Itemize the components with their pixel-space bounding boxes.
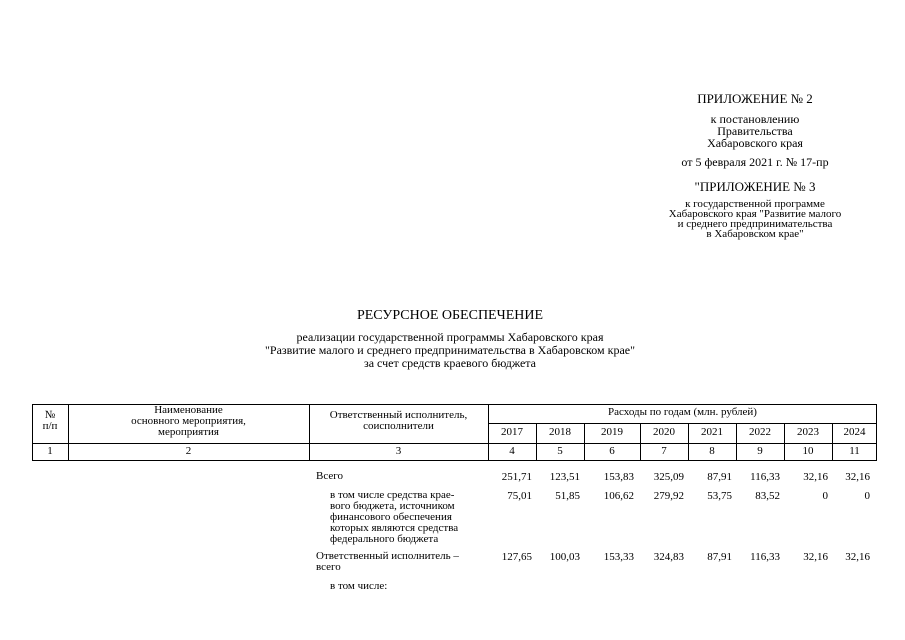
table-cell: 53,75: [707, 490, 732, 502]
table-cell: 123,51: [549, 471, 580, 483]
table-cell: 106,62: [603, 490, 634, 502]
table-cell: 0: [822, 490, 828, 502]
doc-title: РЕСУРСНОЕ ОБЕСПЕЧЕНИЕ: [356, 308, 544, 323]
col-number: 8: [709, 445, 715, 457]
table-cell: 32,16: [803, 471, 828, 483]
col-header-executor: Ответственный исполнитель, соисполнители: [329, 409, 468, 432]
appendix3-title: "ПРИЛОЖЕНИЕ № 3: [694, 179, 816, 194]
table-cell: 32,16: [803, 551, 828, 563]
col-header-name: Наименование основного мероприятия, мероприятия: [131, 404, 246, 438]
table-cell: 100,03: [549, 551, 580, 563]
row-label-total: Всего: [316, 470, 343, 482]
table-cell: 325,09: [653, 471, 684, 483]
resolution-date: от 5 февраля 2021 г. № 17-пр: [681, 155, 829, 169]
table-cell: 51,85: [555, 490, 580, 502]
col-number: 7: [661, 445, 667, 457]
year-header: 2021: [701, 426, 723, 438]
col-number: 11: [849, 445, 860, 457]
table-cell: 87,91: [707, 471, 732, 483]
col-number: 4: [509, 445, 515, 457]
year-header: 2018: [549, 426, 571, 438]
year-header: 2017: [501, 426, 523, 438]
resolution-line-2: Правительства: [717, 124, 793, 138]
row-label-executor: Ответственный исполнитель – всего: [316, 550, 459, 573]
doc-subtitle-2: "Развитие малого и среднего предпринимательства в Хабаровском крае": [265, 343, 635, 357]
row-label-including: в том числе:: [330, 580, 388, 592]
col-number: 3: [395, 445, 402, 457]
row-label-federal: в том числе средства крае- вого бюджета, источником финансового обеспечения которых являются средства федерального бюджета: [330, 489, 459, 545]
program-line-2: Хабаровского края "Развитие малого: [668, 208, 842, 220]
table-cell: 153,33: [603, 551, 634, 563]
table-cell: 116,33: [750, 471, 780, 483]
col-number: 2: [185, 445, 192, 457]
program-line-3: и среднего предпринимательства: [677, 218, 833, 230]
table-cell: 251,71: [501, 471, 532, 483]
table-cell: 116,33: [750, 551, 780, 563]
table-cell: 153,83: [603, 471, 634, 483]
table-cell: 83,52: [755, 490, 780, 502]
table-cell: 324,83: [653, 551, 684, 563]
col-number: 1: [47, 445, 53, 457]
table-cell: 0: [864, 490, 870, 502]
doc-subtitle-1: реализации государственной программы Хабаровского края: [296, 330, 604, 344]
table-cell: 87,91: [707, 551, 732, 563]
col-number: 9: [757, 445, 763, 457]
year-header: 2020: [653, 426, 675, 438]
table-cell: 32,16: [845, 471, 870, 483]
table-cell: 127,65: [501, 551, 532, 563]
table-cell: 75,01: [507, 490, 532, 502]
col-header-no: № п/п: [42, 409, 58, 432]
resolution-line-1: к постановлению: [710, 112, 800, 126]
col-number: 6: [609, 445, 615, 457]
year-header: 2024: [843, 426, 866, 438]
table-cell: 32,16: [845, 551, 870, 563]
year-header: 2019: [601, 426, 623, 438]
col-header-costs: Расходы по годам (млн. рублей): [608, 406, 757, 418]
resolution-line-3: Хабаровского края: [707, 136, 803, 150]
doc-subtitle-3: за счет средств краевого бюджета: [363, 356, 537, 370]
appendix-title: ПРИЛОЖЕНИЕ № 2: [697, 91, 813, 106]
col-number: 10: [802, 445, 814, 457]
program-line-1: к государственной программе: [685, 198, 825, 210]
program-line-4: в Хабаровском крае": [706, 228, 804, 240]
year-header: 2023: [797, 426, 819, 438]
year-header: 2022: [749, 426, 771, 438]
table-cell: 279,92: [653, 490, 684, 502]
col-number: 5: [557, 445, 563, 457]
